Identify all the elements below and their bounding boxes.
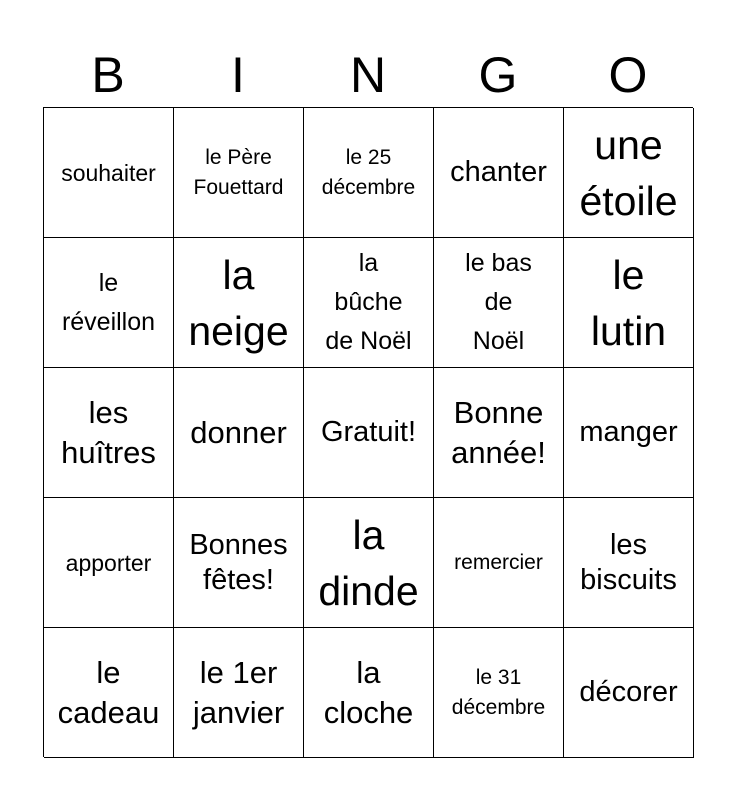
bingo-cell[interactable] xyxy=(44,108,174,238)
bingo-cell[interactable] xyxy=(434,368,564,498)
bingo-cell[interactable] xyxy=(44,368,174,498)
cell-text: le réveillon xyxy=(61,268,156,336)
bingo-cell[interactable] xyxy=(564,498,694,628)
bingo-cell[interactable] xyxy=(174,108,304,238)
cell-text: le cadeau xyxy=(57,654,160,730)
cell-text: manger xyxy=(579,416,678,448)
cell-text: les biscuits xyxy=(580,528,677,596)
bingo-cell[interactable] xyxy=(304,108,434,238)
bingo-cell[interactable] xyxy=(434,108,564,238)
cell-text: le 25 décembre xyxy=(321,145,416,199)
cell-text: décorer xyxy=(579,676,678,708)
cell-text: Gratuit! xyxy=(320,416,417,448)
cell-text: les huîtres xyxy=(61,394,156,470)
bingo-cell[interactable] xyxy=(434,238,564,368)
cell-text: chanter xyxy=(450,156,547,188)
bingo-cell[interactable] xyxy=(564,238,694,368)
bingo-cell[interactable] xyxy=(174,498,304,628)
bingo-cell[interactable] xyxy=(174,238,304,368)
bingo-cell[interactable] xyxy=(44,238,174,368)
header-letter-g: G xyxy=(478,47,518,103)
bingo-cell free-space[interactable] xyxy=(304,368,434,498)
bingo-cell[interactable] xyxy=(304,498,434,628)
bingo-cell[interactable] xyxy=(44,498,174,628)
cell-text: une étoile xyxy=(579,121,678,224)
cell-text: le 31 décembre xyxy=(451,665,546,719)
cell-text: la cloche xyxy=(323,654,414,730)
cell-text: Bonne année! xyxy=(451,394,546,470)
cell-text: le lutin xyxy=(590,251,667,354)
cell-text: la neige xyxy=(188,251,289,354)
cell-text: la dinde xyxy=(318,511,419,614)
cell-text: Bonnes fêtes! xyxy=(189,528,288,596)
cell-text: souhaiter xyxy=(61,159,156,186)
cell-text: le bas de Noël xyxy=(465,249,532,355)
bingo-cell[interactable] xyxy=(564,368,694,498)
bingo-cell[interactable] xyxy=(44,628,174,758)
bingo-cell[interactable] xyxy=(434,498,564,628)
cell-text: le Père Fouettard xyxy=(193,145,284,199)
header-letter-o: O xyxy=(608,47,648,103)
bingo-cell[interactable] xyxy=(434,628,564,758)
cell-text: la bûche de Noël xyxy=(325,249,412,355)
bingo-board xyxy=(43,107,693,757)
header-letter-b: B xyxy=(91,47,125,103)
header-letter-n: N xyxy=(349,47,387,103)
bingo-cell[interactable] xyxy=(304,628,434,758)
bingo-cell[interactable] xyxy=(174,628,304,758)
cell-text: le 1er janvier xyxy=(192,654,285,730)
cell-text: donner xyxy=(190,414,287,450)
bingo-header xyxy=(43,44,693,106)
cell-text: remercier xyxy=(454,550,543,574)
bingo-cell[interactable] xyxy=(564,628,694,758)
cell-text: apporter xyxy=(65,549,152,576)
bingo-cell[interactable] xyxy=(174,368,304,498)
header-letter-i: I xyxy=(231,47,245,103)
bingo-cell[interactable] xyxy=(564,108,694,238)
bingo-cell[interactable] xyxy=(304,238,434,368)
